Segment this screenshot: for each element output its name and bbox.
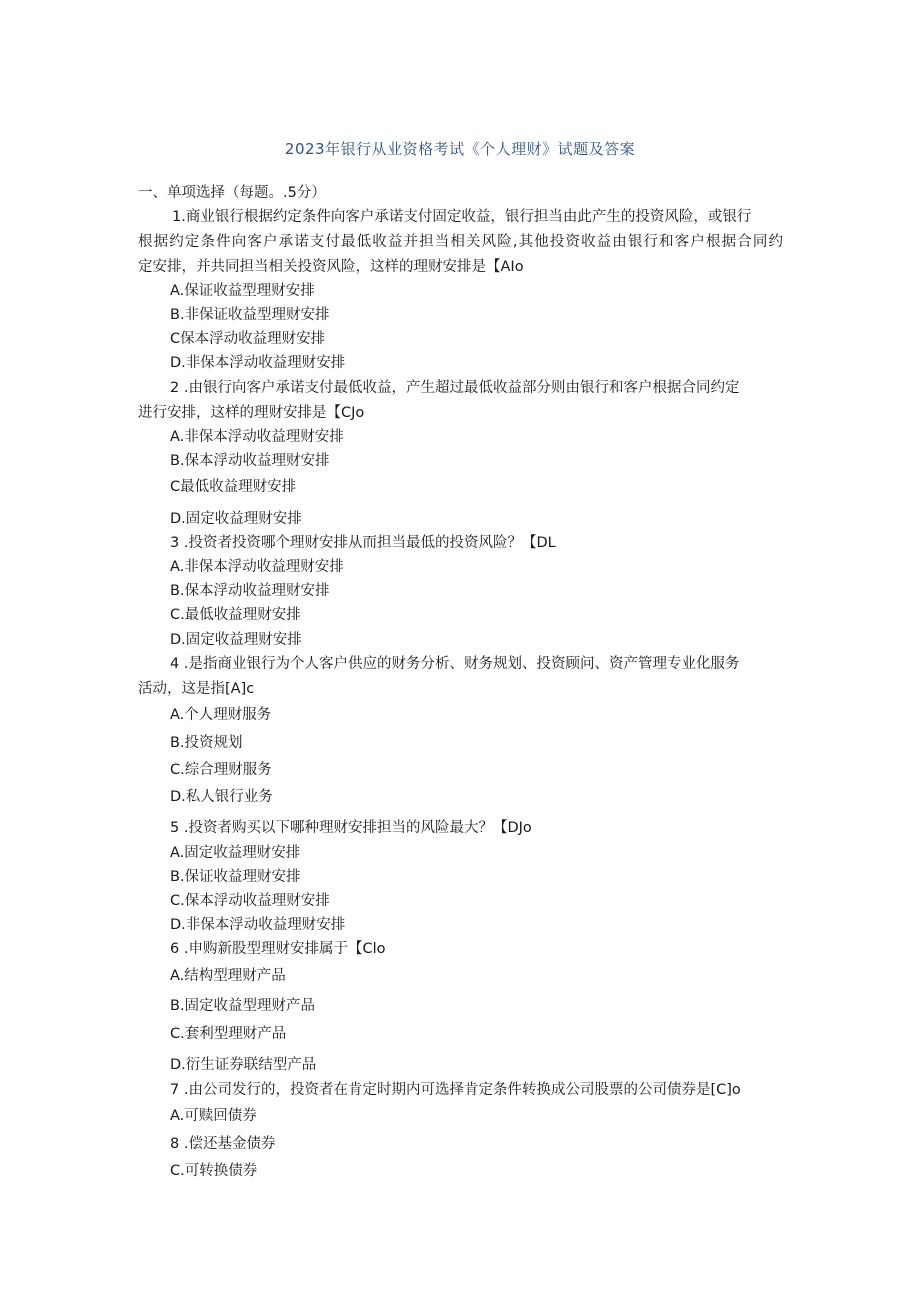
question-1-option-c: C保本浮动收益理财安排 [170, 331, 326, 347]
question-5-option-d: D.非保本浮动收益理财安排 [170, 917, 346, 933]
question-2-option-b: B.保本浮动收益理财安排 [170, 453, 330, 469]
question-4-option-b: B.投资规划 [170, 735, 243, 751]
question-5-option-c: C.保本浮动收益理财安排 [170, 893, 330, 909]
question-6-line-1: 6 .申购新股型理财安排属于【Clo [170, 941, 386, 957]
question-4-option-d: D.私人银行业务 [170, 789, 273, 805]
section-heading: 一、单项选择（每题。.5分） [138, 185, 326, 201]
question-2-line-1: 2 .由银行向客户承诺支付最低收益，产生超过最低收益部分则由银行和客户根据合同约定 [170, 380, 740, 396]
question-5-option-a: A.固定收益理财安排 [170, 845, 301, 861]
question-4-line-2: 活动，这是指[A]c [138, 681, 255, 697]
question-1-option-d: D.非保本浮动收益理财安排 [170, 355, 346, 371]
question-6-option-a: A.结构型理财产品 [170, 968, 286, 984]
question-1-option-a: A.保证收益型理财安排 [170, 283, 315, 299]
question-3-line-1: 3 .投资者投资哪个理财安排从而担当最低的投资风险？【DL [170, 535, 556, 551]
question-1-line-3: 定安排，并共同担当相关投资风险，这样的理财安排是【AIo [138, 259, 524, 275]
question-2-line-2: 进行安排，这样的理财安排是【CJo [138, 405, 365, 421]
question-1-option-b: B.非保证收益型理财安排 [170, 307, 330, 323]
question-5-line-1: 5 .投资者购买以下哪种理财安排担当的风险最大？【DJo [170, 820, 532, 836]
question-3-option-b: B.保本浮动收益理财安排 [170, 583, 330, 599]
question-4-option-c: C.综合理财服务 [170, 762, 272, 778]
question-7-option-c: C.可转换债券 [170, 1163, 258, 1179]
question-2-option-c: C最低收益理财安排 [170, 479, 297, 495]
question-4-option-a: A.个人理财服务 [170, 707, 272, 723]
question-7-option-a: A.可赎回债券 [170, 1108, 257, 1124]
question-7-line-1: 7 .由公司发行的，投资者在肯定时期内可选择肯定条件转换成公司股票的公司债券是[C]o [170, 1082, 741, 1098]
question-3-option-c: C.最低收益理财安排 [170, 607, 301, 623]
question-2-option-a: A.非保本浮动收益理财安排 [170, 429, 344, 445]
question-1-line-2: 根据约定条件向客户承诺支付最低收益并担当相关风险,其他投资收益由银行和客户根据合同约 [138, 234, 783, 250]
question-5-option-b: B.保证收益理财安排 [170, 869, 301, 885]
question-6-option-c: C.套利型理财产品 [170, 1026, 287, 1042]
question-2-option-d: D.固定收益理财安排 [170, 511, 302, 527]
question-1-line-1: 1.商业银行根据约定条件向客户承诺支付固定收益，银行担当由此产生的投资风险，或银行 [172, 209, 752, 225]
question-6-option-b: B.固定收益型理财产品 [170, 998, 316, 1014]
question-4-line-1: 4 .是指商业银行为个人客户供应的财务分析、财务规划、投资顾问、资产管理专业化服务 [170, 656, 740, 672]
question-6-option-d: D.衍生证券联结型产品 [170, 1057, 317, 1073]
question-7-option-b: 8 .偿还基金债券 [170, 1136, 276, 1152]
document-title: 2023年银行从业资格考试《个人理财》试题及答案 [284, 140, 636, 158]
question-3-option-a: A.非保本浮动收益理财安排 [170, 559, 344, 575]
question-3-option-d: D.固定收益理财安排 [170, 632, 302, 648]
